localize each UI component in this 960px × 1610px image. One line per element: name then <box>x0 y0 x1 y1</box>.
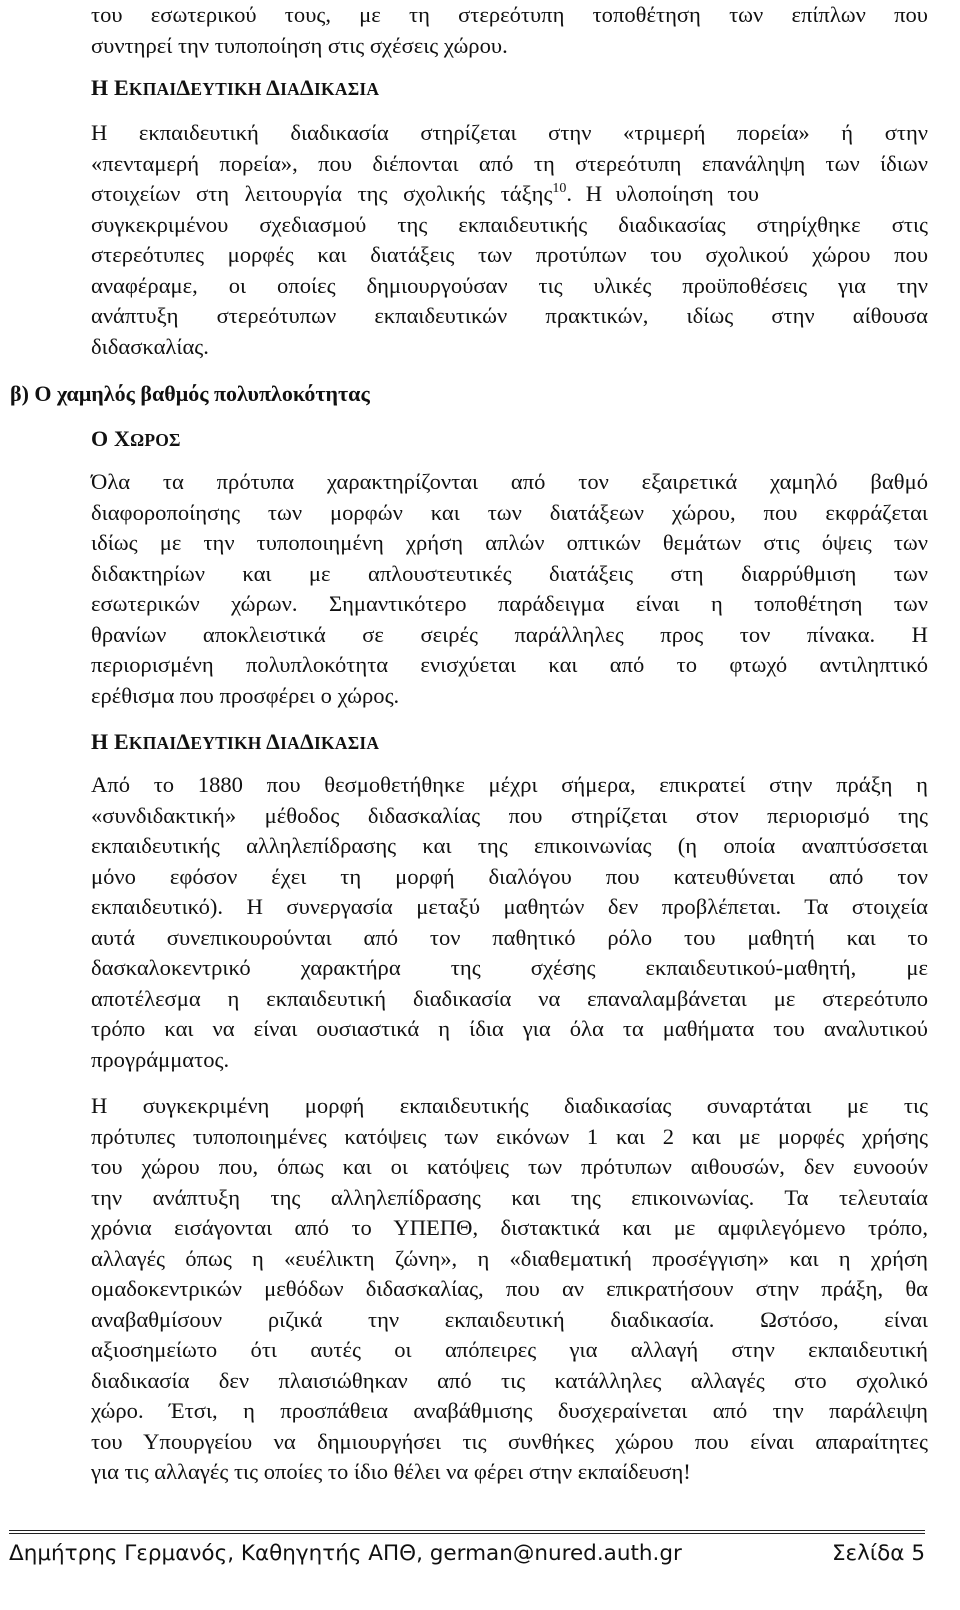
footer-page-number: Σελίδα 5 <box>831 1541 925 1566</box>
text-line: πρότυπες τυποποιημένες κατόψεις των εικόνων 1 και 2 και με μορφές χρήσης <box>91 1123 928 1149</box>
heading-text: ΙΑ <box>280 79 301 99</box>
heading-text: ΕΥΤΙΚΗ <box>190 733 267 753</box>
text-line: αποτέλεσμα η εκπαιδευτική διαδικασία να επαναλαμβάνεται με στερεότυπο <box>91 985 928 1011</box>
heading-text: Ο Χ <box>91 426 131 451</box>
text-line: συγκεκριμένου σχεδιασμού της εκπαιδευτικής διαδικασίας στηρίχθηκε στις <box>91 211 928 237</box>
text-line: μόνο εφόσον έχει τη μορφή διαλόγου που κατευθύνεται από τον <box>91 863 928 889</box>
text-line: «πενταμερή πορεία», που διέπονται από τη στερεότυπη επανάληψη των ίδιων <box>91 150 928 176</box>
text-line: εκπαιδευτικό). Η συνεργασία μεταξύ μαθητών δεν προβλέπεται. Τα στοιχεία <box>91 894 928 919</box>
subsection-title: β) Ο χαμηλός βαθμός πολυπλοκότητας <box>10 381 370 406</box>
text-line: αναφέραμε, οι οποίες δημιουργούσαν τις υλικές προϋποθέσεις για την <box>91 272 928 298</box>
heading-text: ΙΑ <box>280 733 301 753</box>
text-line: ομαδοκεντρικών μεθόδων διδασκαλίας, που αν επικρατήσουν στην πράξη, θα <box>91 1276 928 1301</box>
text-line: θρανίων αποκλειστικά σε σειρές παράλληλες προς τον πίνακα. Η <box>91 621 928 647</box>
heading-text: Δ <box>266 729 281 754</box>
text-line: διαφοροποίησης των μορφών και των διατάξεων χώρου, που εκφράζεται <box>91 499 928 525</box>
heading-text: ΙΚΑΣΙΑ <box>314 79 380 99</box>
text-line: διδακτηρίων και με απλουστευτικές διατάξεις στη διαρρύθμιση των <box>91 560 928 586</box>
heading-text: Η Ε <box>91 729 129 754</box>
text-line: του χώρου που, όπως και οι κατόψεις των πρότυπων αιθουσών, δεν ευνοούν <box>91 1154 928 1179</box>
text-line: Η εκπαιδευτική διαδικασία στηρίζεται στην «τριμερή πορεία» ή στην <box>91 120 928 145</box>
text-line: στερεότυπες μορφές και διατάξεις των προτύπων του σχολικού χώρου που <box>91 242 928 267</box>
text-segment <box>91 179 759 210</box>
text-line: ερέθισμα που προσφέρει ο χώρος. <box>91 682 400 708</box>
text-line: χρόνια εισάγονται από το ΥΠΕΠΘ, διστακτικά και με αμφιλεγόμενο τρόπο, <box>91 1215 928 1240</box>
section-heading-space <box>91 424 181 455</box>
text-line: χώρο. Έτσι, η προσπάθεια αναβάθμισης δυσχεραίνεται από την παράλειψη <box>91 1398 928 1423</box>
text-line: του Υπουργείου να δημιουργήσει τις συνθήκες χώρου που είναι απαραίτητες <box>91 1428 928 1454</box>
footer-divider <box>9 1530 925 1534</box>
heading-text: Η Ε <box>91 75 129 100</box>
text-line: αξιοσημείωτο ότι αυτές οι απόπειρες για αλλαγή στην εκπαιδευτική <box>91 1337 928 1362</box>
text-line: εκπαιδευτικής αλληλεπίδρασης και της επικοινωνίας (η οποία αναπτύσσεται <box>91 833 928 858</box>
section-heading-educational-process-2 <box>91 727 379 758</box>
heading-text: ΩΡΟΣ <box>130 430 181 450</box>
text-line: αυτά συνεπικουρούνται από τον παθητικό ρόλο του μαθητή και το <box>91 924 928 950</box>
footer-author: Δημήτρης Γερμανός, Καθηγητής ΑΠΘ, german@nured.auth.gr <box>9 1541 682 1566</box>
text-line: δασκαλοκεντρικό χαρακτήρα της σχέσης εκπαιδευτικού-μαθητή, με <box>91 955 928 980</box>
heading-text: Δ <box>300 729 315 754</box>
text-segment: . Η υλοποίηση του <box>566 181 759 206</box>
heading-text: ΚΠΑΙ <box>128 733 177 753</box>
text-line: προγράμματος. <box>91 1046 230 1072</box>
text-line: ιδίως με την τυποποιημένη χρήση απλών οπτικών θεμάτων στις όψεις των <box>91 530 928 555</box>
heading-text: Δ <box>300 75 315 100</box>
text-line: ανάπτυξη στερεότυπων εκπαιδευτικών πρακτικών, ιδίως στην αίθουσα <box>91 303 928 328</box>
text-line: αναβαθμίσουν ριζικά την εκπαιδευτική διαδικασία. Ωστόσο, είναι <box>91 1306 928 1332</box>
footnote-reference: 10 <box>552 181 567 196</box>
text-line: Η συγκεκριμένη μορφή εκπαιδευτικής διαδικασίας συναρτάται με τις <box>91 1093 928 1118</box>
text-line: για τις αλλαγές τις οποίες το ίδιο θέλει να φέρει στην εκπαίδευση! <box>91 1459 691 1484</box>
paragraph-educational-process <box>91 118 928 362</box>
text-line-with-footnote <box>91 179 928 210</box>
heading-text: Δ <box>176 729 191 754</box>
intro-paragraph <box>91 0 928 61</box>
heading-text: ΚΠΑΙ <box>128 79 177 99</box>
text-line: εσωτερικών χώρων. Σημαντικότερο παράδειγμα είναι η τοποθέτηση των <box>91 591 928 616</box>
paragraph-space <box>91 467 928 711</box>
text-line: Από το 1880 που θεσμοθετήθηκε μέχρι σήμερα, επικρατεί στην πράξη η <box>91 772 928 797</box>
section-heading-educational-process <box>91 73 379 104</box>
text-line: Όλα τα πρότυπα χαρακτηρίζονται από τον εξαιρετικά χαμηλό βαθμό <box>91 469 928 494</box>
paragraph-ministry-changes <box>91 1091 928 1488</box>
heading-text: Δ <box>266 75 281 100</box>
text-line: περιορισμένη πολυπλοκότητα ενισχύεται και από το φτωχό αντιληπτικό <box>91 652 928 677</box>
paragraph-teaching-method <box>91 770 928 1075</box>
heading-text: ΙΚΑΣΙΑ <box>314 733 380 753</box>
text-line: του εσωτερικού τους, με τη στερεότυπη τοποθέτηση των επίπλων που <box>91 2 928 27</box>
heading-text: ΕΥΤΙΚΗ <box>190 79 267 99</box>
text-line: διδασκαλίας. <box>91 333 209 359</box>
text-segment: στοιχείων στη λειτουργία της σχολικής τάξης <box>91 181 553 206</box>
text-line: «συνδιδακτική» μέθοδος διδασκαλίας που στηρίζεται στον περιορισμό της <box>91 802 928 828</box>
page-footer <box>9 1540 925 1568</box>
text-line: διαδικασία δεν πλαισιώθηκαν από τις κατάλληλες αλλαγές στο σχολικό <box>91 1367 928 1393</box>
text-line: αλλαγές όπως η «ευέλικτη ζώνη», η «διαθεματική προσέγγιση» και η χρήση <box>91 1245 928 1271</box>
text-line: συντηρεί την τυποποίηση στις σχέσεις χώρου. <box>91 32 508 58</box>
text-line: την ανάπτυξη της αλληλεπίδρασης και της επικοινωνίας. Τα τελευταία <box>91 1184 928 1210</box>
text-line: τρόπο και να είναι ουσιαστικά η ίδια για όλα τα μαθήματα του αναλυτικού <box>91 1016 928 1041</box>
heading-text: Δ <box>176 75 191 100</box>
